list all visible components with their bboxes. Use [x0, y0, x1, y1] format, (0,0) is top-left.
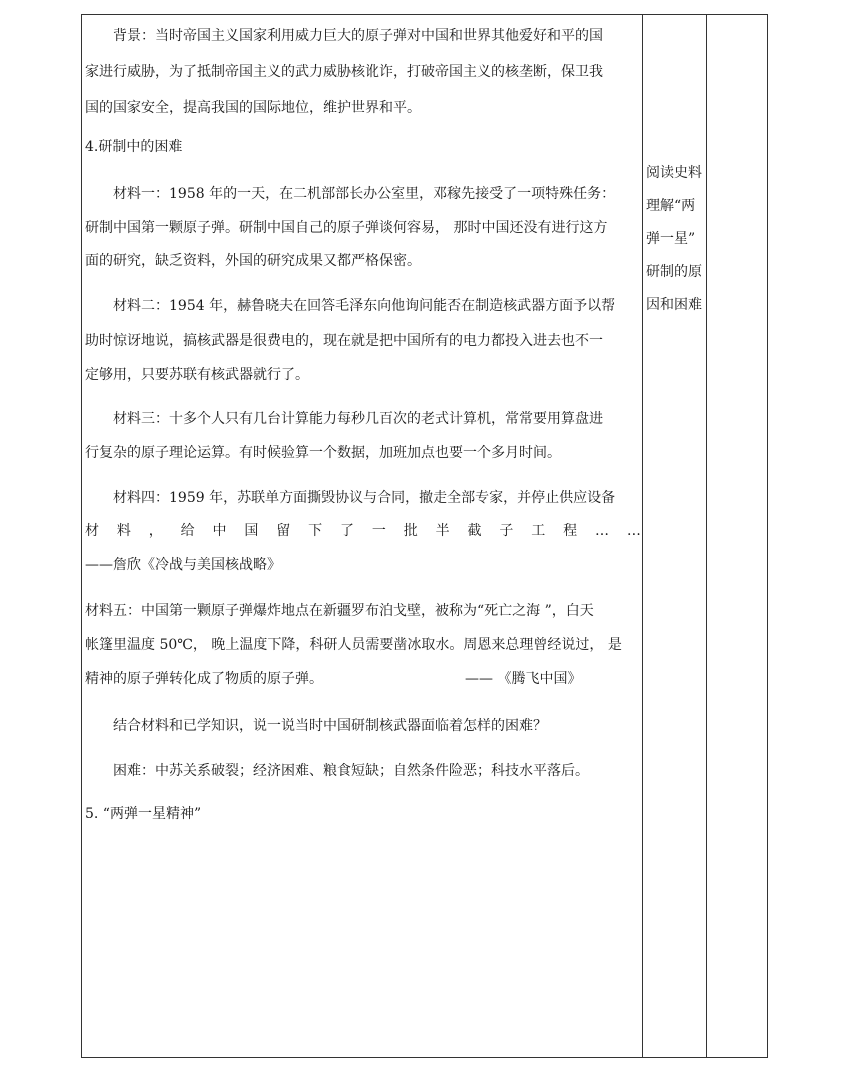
material-5-line-2: 帐篷里温度 50℃， 晚上温度下降，科研人员需要凿冰取水。周恩来总理曾经说过， 是: [85, 637, 622, 653]
material-4-char: 批: [403, 523, 418, 539]
material-1-line-3: 面的研究，缺乏资料，外国的研究成果又都严格保密。: [85, 253, 421, 269]
section-4-heading: 4.研制中的困难: [85, 139, 183, 155]
material-1-line-2: 研制中国第一颗原子弹。研制中国自己的原子弹谈何容易， 那时中国还没有进行这方: [85, 220, 608, 236]
material-4-char: 半: [435, 523, 450, 539]
material-3-line-2: 行复杂的原子理论运算。有时候验算一个数据，加班加点也要一个多月时间。: [85, 445, 561, 461]
material-4-char: 一: [371, 523, 386, 539]
question-text: 结合材料和已学知识，说一说当时中国研制核武器面临着怎样的困难？: [113, 718, 547, 734]
material-4-char: …: [626, 523, 641, 539]
material-4-char: ，: [148, 523, 163, 539]
column-divider-1: [642, 15, 643, 1057]
background-line-3: 国的国家安全，提高我国的国际地位，维护世界和平。: [85, 100, 421, 116]
material-4-source: ——詹欣《冷战与美国核战略》: [85, 557, 281, 573]
side-note-line-5: 因和困难: [646, 297, 702, 313]
material-4-line-2: [85, 521, 641, 541]
lesson-table: [81, 14, 768, 1058]
material-4-char: 料: [116, 523, 131, 539]
material-2-line-1: 材料二：1954 年，赫鲁晓夫在回答毛泽东向他询问能否在制造核武器方面予以帮: [113, 298, 616, 314]
material-4-char: 国: [244, 523, 259, 539]
material-4-char: 材: [85, 523, 99, 539]
material-4-char: 程: [563, 523, 578, 539]
material-2-line-3: 定够用，只要苏联有核武器就行了。: [85, 367, 309, 383]
material-1-line-1: 材料一：1958 年的一天，在二机部部长办公室里，邓稼先接受了一项特殊任务：: [113, 186, 616, 202]
material-4-char: 下: [308, 523, 323, 539]
column-divider-2: [706, 15, 707, 1057]
side-note-line-4: 研制的原: [646, 264, 702, 280]
material-4-line-1: 材料四：1959 年，苏联单方面撕毁协议与合同，撤走全部专家，并停止供应设备: [113, 490, 616, 506]
material-4-char: 截: [467, 523, 482, 539]
material-5-line-1: 材料五：中国第一颗原子弹爆炸地点在新疆罗布泊戈壁，被称为“死亡之海 ”，白天: [85, 603, 594, 619]
background-line-1: 背景：当时帝国主义国家利用威力巨大的原子弹对中国和世界其他爱好和平的国: [113, 28, 603, 44]
material-4-char: 了: [340, 523, 354, 539]
material-3-line-1: 材料三：十多个人只有几台计算能力每秒几百次的老式计算机，常常要用算盘进: [113, 411, 603, 427]
background-line-2: 家进行威胁，为了抵制帝国主义的武力威胁核讹诈，打破帝国主义的核垄断，保卫我: [85, 64, 603, 80]
material-5-line-3: 精神的原子弹转化成了物质的原子弹。: [85, 671, 323, 687]
material-5-source: —— 《腾飞中国》: [465, 671, 582, 687]
material-4-char: 子: [499, 523, 514, 539]
answer-text: 困难：中苏关系破裂；经济困难、粮食短缺；自然条件险恶；科技水平落后。: [113, 763, 589, 779]
material-4-char: …: [595, 523, 609, 539]
material-4-char: 中: [212, 523, 227, 539]
material-4-char: 给: [180, 523, 195, 539]
side-note-line-3: 弹一星”: [646, 231, 696, 247]
material-4-char: 工: [531, 523, 546, 539]
material-4-char: 留: [276, 523, 291, 539]
side-note-line-2: 理解“两: [646, 198, 696, 214]
side-note-line-1: 阅读史料: [646, 165, 702, 181]
material-2-line-2: 助时惊讶地说，搞核武器是很费电的，现在就是把中国所有的电力都投入进去也不一: [85, 333, 603, 349]
section-5-heading: 5. “两弹一星精神”: [85, 806, 202, 822]
